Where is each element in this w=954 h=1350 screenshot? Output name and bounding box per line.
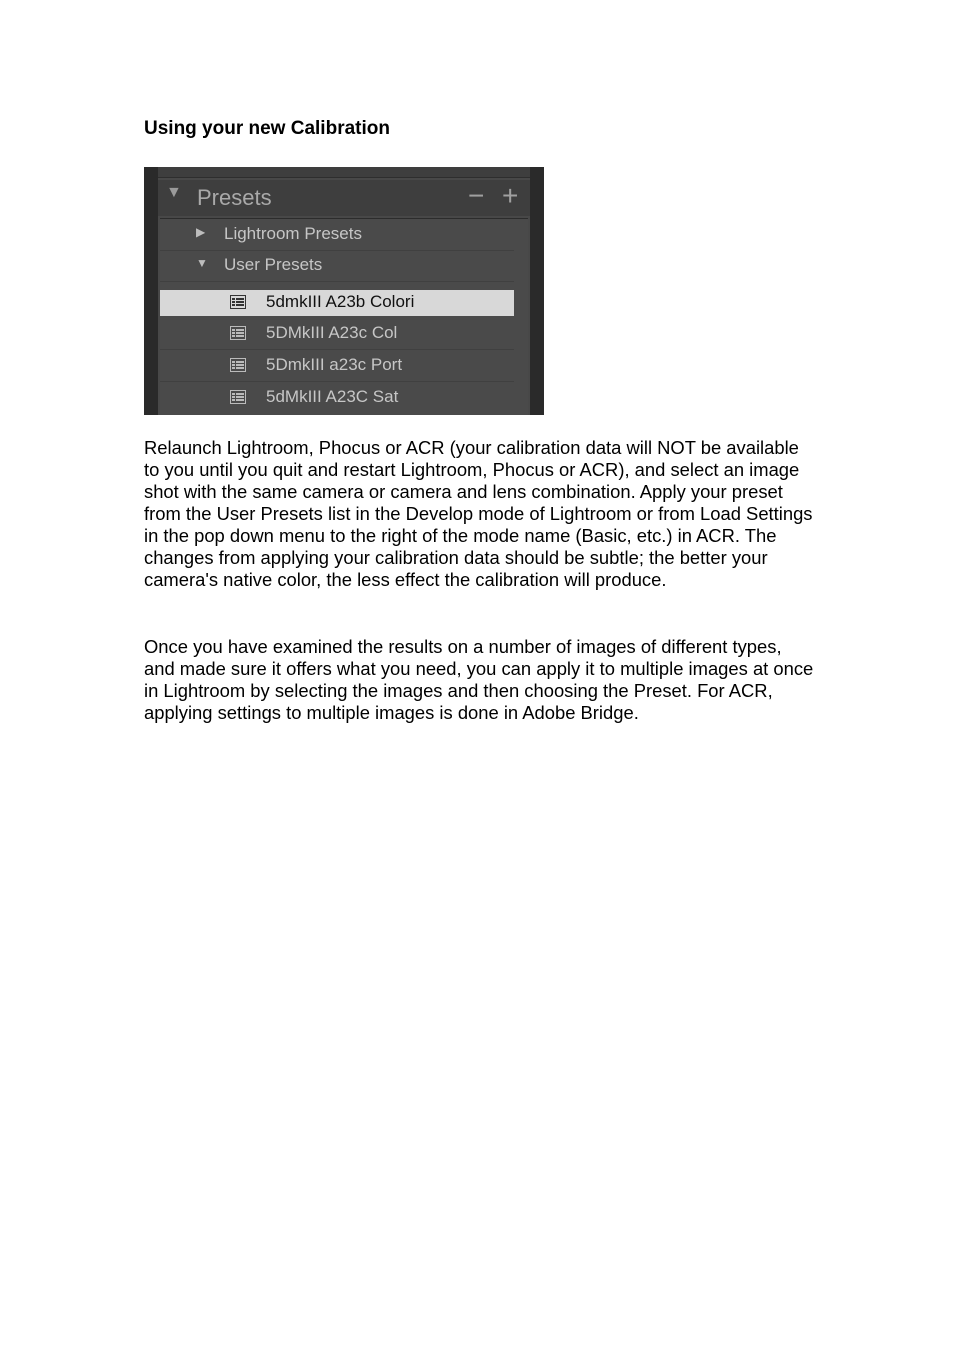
preset-label: 5DMkIII A23c Col bbox=[266, 323, 398, 342]
remove-preset-button[interactable]: − bbox=[468, 180, 485, 211]
presets-panel-screenshot bbox=[144, 167, 544, 415]
preset-list-icon bbox=[230, 295, 246, 309]
triangle-down-icon[interactable]: ▼ bbox=[196, 256, 208, 270]
triangle-down-icon[interactable]: ▼ bbox=[166, 184, 182, 201]
page-title: Using your new Calibration bbox=[144, 118, 390, 139]
triangle-right-icon[interactable]: ▶ bbox=[196, 225, 206, 239]
folder-label: User Presets bbox=[224, 255, 323, 274]
folder-lightroom-presets[interactable] bbox=[160, 219, 514, 251]
preset-item[interactable] bbox=[160, 318, 514, 350]
presets-panel-title: Presets bbox=[197, 185, 272, 210]
folder-user-presets[interactable] bbox=[160, 250, 514, 282]
preset-list-icon bbox=[230, 390, 246, 404]
preset-label: 5dmkIII A23b Colori bbox=[266, 292, 415, 311]
preset-list-icon bbox=[230, 358, 246, 372]
preset-item[interactable] bbox=[160, 350, 514, 382]
paragraph-relaunch: Relaunch Lightroom, Phocus or ACR (your calibration data will NOT be available to you until you quit and restart Lightroom, Phocus or ACR), and select an image shot with the same camera or camera and lens combination. Apply your preset from the User Presets list in the Develop mode of Lightroom or from Load Settings in the pop down menu to the right of the mode name (Basic, etc.) in ACR. The changes from applying your calibration data should be subtle; the better your camera's native color, the less effect the calibration will produce. bbox=[144, 437, 813, 590]
preset-item[interactable] bbox=[160, 382, 514, 413]
panel-top-divider bbox=[158, 167, 530, 178]
preset-label: 5dMkIII A23C Sat bbox=[266, 387, 399, 406]
presets-panel-header[interactable] bbox=[158, 180, 530, 216]
presets-list bbox=[160, 218, 528, 415]
paragraph-batch-apply: Once you have examined the results on a number of images of different types, and made sure it offers what you need, you can apply it to multiple images at once in Lightroom by selecting the images and then choosing the Preset. For ACR, applying settings to multiple images is done in Adobe Bridge. bbox=[144, 636, 814, 723]
preset-label: 5DmkIII a23c Port bbox=[266, 355, 403, 374]
preset-list-icon bbox=[230, 326, 246, 340]
folder-label: Lightroom Presets bbox=[224, 224, 362, 243]
add-preset-button[interactable]: + bbox=[502, 180, 519, 211]
preset-item-selected[interactable] bbox=[160, 290, 514, 316]
